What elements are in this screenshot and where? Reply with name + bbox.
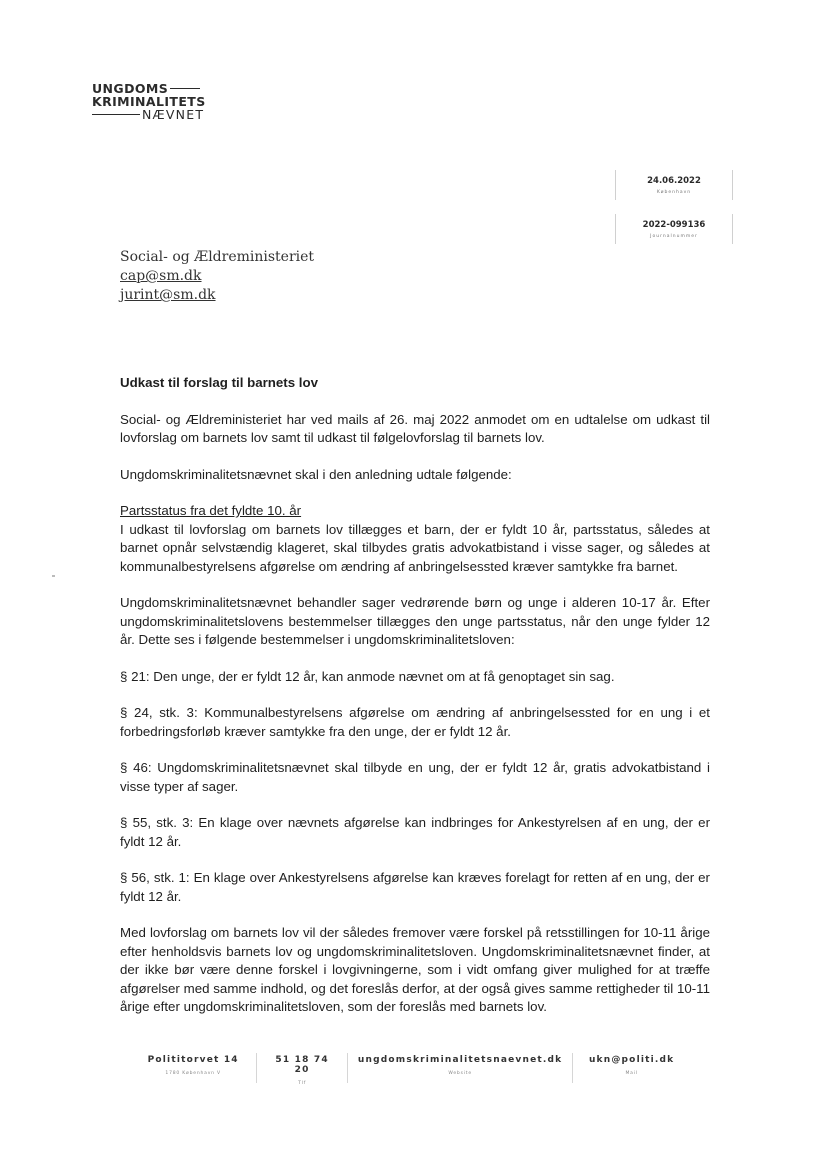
footer-address-value: Polititorvet 14 <box>147 1055 239 1065</box>
intro-paragraph: Social- og Ældreministeriet har ved mails af 26. maj 2022 anmodet om en udtalelse om udkast til lovforslag om barnets lov samt til udkast til følgelovforslag til barnets lov. <box>120 411 710 445</box>
footer-address-label: 1780 København V <box>165 1071 221 1076</box>
letter-date-label: København <box>656 190 692 195</box>
logo-line-2: KRIMINALITETS <box>92 94 206 109</box>
journal-number-label: Journalnummer <box>650 234 698 239</box>
footer-email-value[interactable]: ukn@politi.dk <box>588 1055 675 1065</box>
recipient-block <box>120 248 314 305</box>
statement-paragraph: Ungdomskriminalitetsnævnet skal i den anledning udtale følgende: <box>120 466 512 482</box>
footer-phone-value: 51 18 74 20 <box>275 1055 329 1075</box>
recipient-email-link[interactable]: cap@sm.dk <box>120 268 202 284</box>
footer-website-label: Website <box>448 1071 472 1076</box>
provision-item: § 56, stk. 1: En klage over Ankestyrelsens afgørelse kan kræves forelagt for retten af en ung, der er fyldt 12 år. <box>120 870 710 904</box>
logo-line-1: UNGDOMS <box>92 81 169 96</box>
organization-logo <box>92 82 206 121</box>
scan-artifact <box>52 575 55 577</box>
logo-rule <box>170 88 200 90</box>
footer-email-label: Mail <box>625 1071 638 1076</box>
provision-item: § 46: Ungdomskriminalitetsnævnet skal tilbyde en ung, der er fyldt 12 år, gratis advokatbistand i visse typer af sager. <box>120 760 710 794</box>
section-heading: Partsstatus fra det fyldte 10. år <box>120 503 302 518</box>
footer-address <box>130 1055 256 1076</box>
letter-date: 24.06.2022 <box>647 176 701 186</box>
recipient-name: Social- og Ældreministeriet <box>120 249 315 265</box>
journal-box <box>615 214 733 244</box>
date-box <box>615 170 733 200</box>
provision-item: § 24, stk. 3: Kommunalbestyrelsens afgørelse om ændring af anbringelsessted for en ung i et forbedringsforløb kræver samtykke fra den unge, der er fyldt 12 år. <box>120 705 710 739</box>
journal-number: 2022-099136 <box>642 220 706 230</box>
footer-phone <box>257 1055 347 1086</box>
footer-phone-label: Tlf <box>298 1081 307 1086</box>
provision-item: § 55, stk. 3: En klage over nævnets afgørelse kan indbringes for Ankestyrelsen af en ung, der er fyldt 12 år. <box>120 815 710 849</box>
letter-subject: Udkast til forslag til barnets lov <box>120 375 319 390</box>
provision-item: § 21: Den unge, der er fyldt 12 år, kan anmode nævnet om at få genoptaget sin sag. <box>120 668 615 684</box>
conclusion-paragraph: Med lovforslag om barnets lov vil der således fremover være forskel på retsstillingen for 10-11 årige efter henholdsvis barnets lov og ungdomskriminalitetsloven. Ungdomskriminalitetsnævnet finder, at der ikke bør være denne forskel i lovgivningerne, som i vidt omfang giver mulighed for at træffe afgørelser med samme indhold, og det foreslås derfor, at der også gives samme rettigheder til 10-11 årige efter ungdomskriminalitetsloven, som der foreslås med barnets lov. <box>120 925 710 1014</box>
section-text: I udkast til lovforslag om barnets lov tillægges et barn, der er fyldt 10 år, partsstatus, således at barnet opnår selvstændig klageret, skal tilbydes gratis advokatbistand i visse sager, og således at kommunalbestyrelsens afgørelse om ændring af anbringelsessted kræver samtykke fra barnet. <box>120 521 710 574</box>
paragraph: Ungdomskriminalitetsnævnet behandler sager vedrørende børn og unge i alderen 10-17 år. Efter ungdomskriminalitetslovens bestemmelser tillægges den unge partsstatus, når den unge fylder 12 år. Dette ses i følgende bestemmelser i ungdomskriminalitetsloven: <box>120 595 710 647</box>
recipient-email-link[interactable]: jurint@sm.dk <box>120 287 216 303</box>
logo-line-3: NÆVNET <box>142 107 205 122</box>
footer-email <box>573 1055 690 1076</box>
footer-website <box>348 1055 572 1076</box>
logo-rule <box>92 114 140 116</box>
letter-body <box>120 374 710 1035</box>
footer-website-value[interactable]: ungdomskriminalitetsnaevnet.dk <box>357 1055 563 1065</box>
section-partsstatus <box>120 502 710 576</box>
letter-footer <box>130 1055 690 1086</box>
